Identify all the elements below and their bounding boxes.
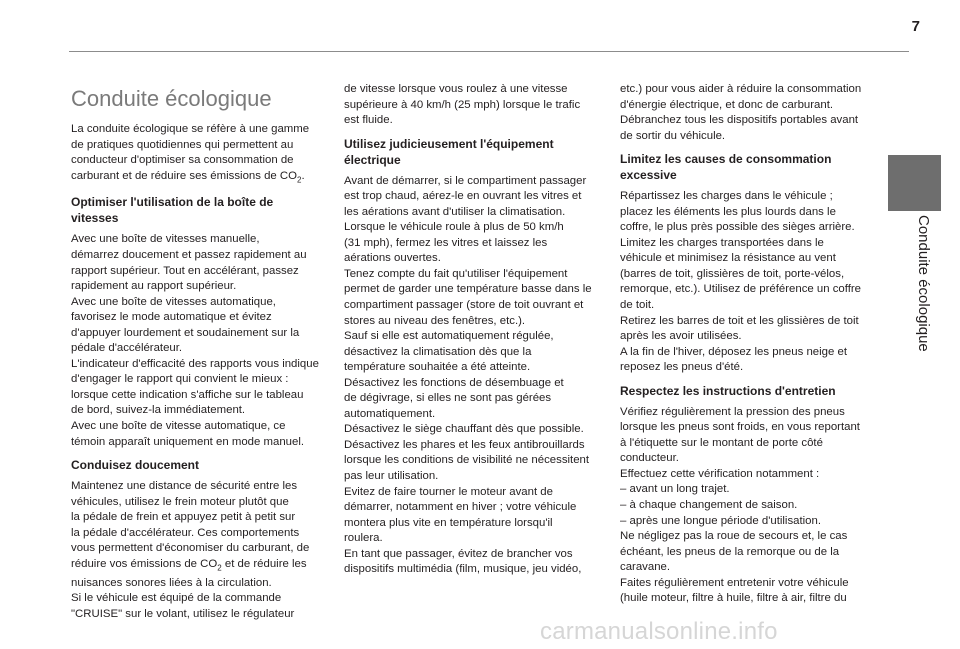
heading-drive-smoothly: Conduisez doucement (71, 458, 200, 473)
drive-smoothly-paragraph (71, 479, 329, 622)
page-number: 7 (911, 18, 920, 35)
maintenance-paragraph: Vérifiez régulièrement la pression des pneus lorsque les pneus sont froids, en vous reportant à l'étiquette sur le montant de porte côté conducteur. Effectuez cette vérification notamment : – avant un long trajet. – à chaque changement de saison. – après une longue période d'utilisation. Ne négligez pas la roue de secours et, le cas échéant, les pneus de la remorque ou de la caravane. Faites régulièrement entretenir votre véhicule (huile moteur, filtre à huile, filtre à air, filtre du (620, 405, 860, 605)
consumption-paragraph: Répartissez les charges dans le véhicule ; placez les éléments les plus lourds dans le coffre, le plus près possible des sièges arrière. Limitez les charges transportées dans le véhicule et minimisez la résistance au vent (barres de toit, glissières de toit, porte-vélos, remorque, etc.). Utilisez de préférence un coffre de toit. Retirez les barres de toit et les glissières de toit après les avoir utilisées. A la fin de l'hiver, déposez les pneus neige et reposez les pneus d'été. (620, 190, 862, 374)
page-title: Conduite écologique (71, 86, 272, 111)
intro-paragraph (71, 122, 329, 187)
heading-consumption: Limitez les causes de consommation excessive (620, 152, 832, 183)
watermark: carmanualsonline.info (540, 618, 778, 645)
heading-gearbox: Optimiser l'utilisation de la boîte de vitesses (71, 195, 274, 226)
gearbox-paragraph: Avec une boîte de vitesses manuelle, démarrez doucement et passez rapidement au rapport supérieur. Tout en accélérant, passez rapidement au rapport supérieur. Avec une boîte de vitesses automatique, favorisez le mode automatique et évitez d'appuyer lourdement et soudainement sur la pédale d'accélérateur. L'indicateur d'efficacité des rapports vous indique d'engager le rapport qui convient le mieux : lorsque cette indication s'affiche sur le tableau de bord, suivez-la immédiatement. Avec une boîte de vitesse automatique, ce témoin apparaît uniquement en mode manuel. (71, 233, 319, 448)
chapter-tab (888, 155, 941, 211)
multimedia-paragraph: etc.) pour vous aider à réduire la consommation d'énergie électrique, et donc de carburant. Débranchez tous les dispositifs portables avant de sortir du véhicule. (620, 83, 862, 142)
column-3 (620, 82, 878, 607)
cruise-paragraph: de vitesse lorsque vous roulez à une vitesse supérieure à 40 km/h (25 mph) lorsque le trafic est fluide. (344, 83, 581, 127)
drive-smoothly-text-b: et de réduire les nuisances sonores liées à la circulation. Si le véhicule est équipé de la commande "CRUISE" sur le volant, utilisez le régulateur (71, 557, 307, 620)
intro-text: La conduite écologique se réfère à une gamme de pratiques quotidiennes qui permettent au conducteur d'optimiser sa consommation de carburant et de réduire ses émissions de CO (71, 123, 310, 182)
heading-electrical: Utilisez judicieusement l'équipement électrique (344, 136, 554, 167)
chapter-tab-label: Conduite écologique (915, 215, 932, 352)
drive-smoothly-subscript: 2 (217, 563, 222, 573)
drive-smoothly-text-a: Maintenez une distance de sécurité entre les véhicules, utilisez le frein moteur plutôt que la pédale de frein et appuyez petit à petit sur la pédale d'accélérateur. Ces comportements vous permettent d'économiser du carburant, de réduire vos émissions de CO (71, 480, 310, 570)
intro-end: . (301, 169, 305, 182)
header-rule (69, 51, 909, 52)
electrical-paragraph: Avant de démarrer, si le compartiment passager est trop chaud, aérez-le en ouvrant les vitres et les aérations avant d'utiliser la climatisation. Lorsque le véhicule roule à plus de 50 km/h (31 mph), fermez les vitres et laissez les aérations ouvertes. Tenez compte du fait qu'utiliser l'équipement permet de garder une température basse dans le compartiment passager (store de toit ouvrant et stores au niveau des fenêtres, etc.). Sauf si elle est automatiquement régulée, désactivez la climatisation dès que la température souhaitée a été atteinte. Désactivez les fonctions de désembuage et de dégivrage, si elles ne sont pas gérées automatiquement. Désactivez le siège chauffant dès que possible. Désactivez les phares et les feux antibrouillards lorsque les conditions de visibilité ne nécessitent pas leur utilisation. Evitez de faire tourner le moteur avant de démarrer, notamment en hiver ; votre véhicule montera plus vite en température lorsqu'il roulera. En tant que passager, évitez de brancher vos dispositifs multimédia (film, musique, jeu vidéo, (344, 174, 592, 576)
heading-maintenance: Respectez les instructions d'entretien (620, 383, 836, 398)
column-2 (344, 82, 606, 578)
intro-subscript: 2 (297, 174, 302, 184)
column-1 (71, 82, 329, 622)
